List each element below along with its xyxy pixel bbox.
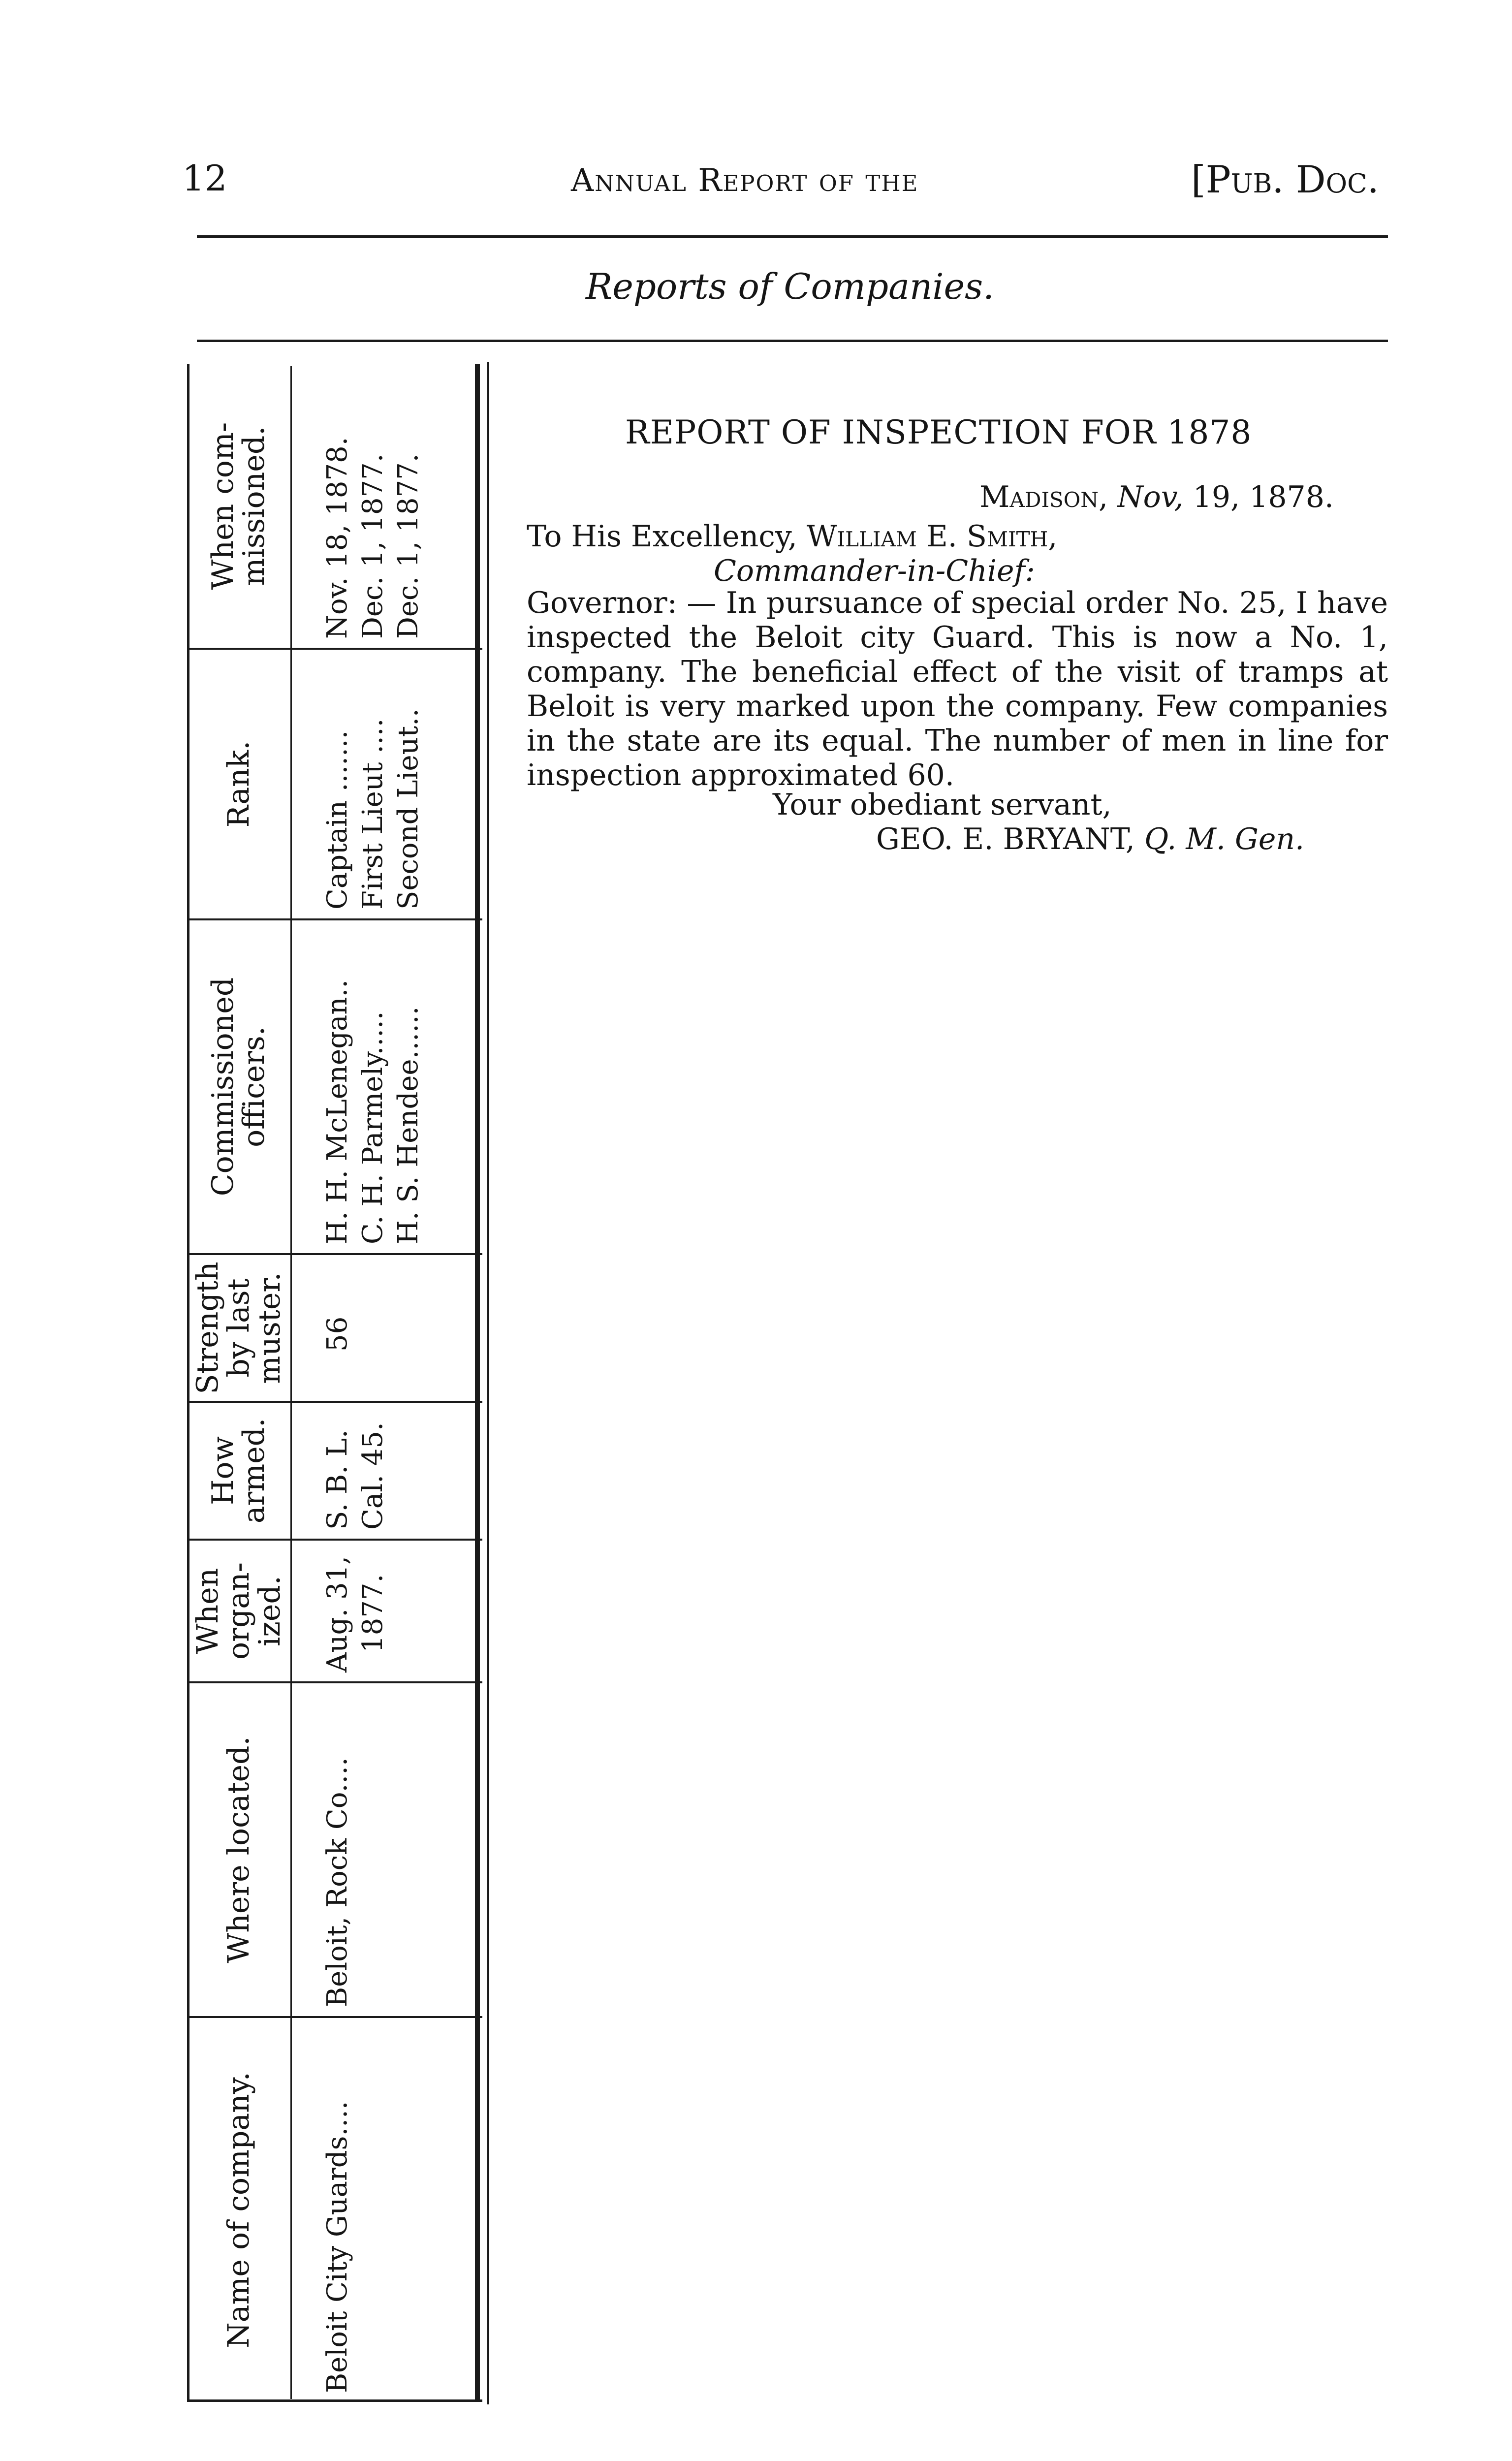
column-armed bbox=[187, 1403, 482, 1539]
cell-commissioned: Nov. 18, 1878. Dec. 1, 1877. Dec. 1, 1877. bbox=[321, 437, 424, 639]
column-rank bbox=[187, 650, 482, 918]
header-rank: Rank. bbox=[221, 740, 256, 828]
cell-armed: S. B. L. Cal. 45. bbox=[321, 1422, 389, 1530]
section-title: Reports of Companies. bbox=[586, 266, 994, 307]
cell-strength: 56 bbox=[321, 1316, 353, 1352]
column-organized bbox=[187, 1541, 482, 1681]
signature: GEO. E. BRYANT, Q. M. Gen. bbox=[876, 822, 1305, 856]
section-rule bbox=[197, 340, 1388, 342]
header-organized: When organ- ized. bbox=[190, 1562, 287, 1660]
company-table bbox=[187, 364, 482, 2402]
column-strength bbox=[187, 1255, 482, 1401]
salutation-title: Commander-in-Chief: bbox=[714, 554, 1035, 588]
header-company-name: Name of company. bbox=[221, 2072, 256, 2348]
column-company-name bbox=[187, 2018, 482, 2402]
page-number: 12 bbox=[182, 158, 227, 199]
cell-organized: Aug. 31, 1877. bbox=[321, 1555, 389, 1672]
table-outer-rule bbox=[487, 362, 489, 2404]
cell-officers: H. H. McLenegan.. C. H. Parmely..... H. S. Hendee...... bbox=[321, 979, 424, 1244]
header-officers: Commissioned officers. bbox=[206, 977, 271, 1197]
column-officers bbox=[187, 920, 482, 1253]
cell-rank: Captain ....... First Lieut .... Second Lieut.. bbox=[321, 708, 424, 910]
document-type: [Pub. Doc. bbox=[1191, 158, 1379, 201]
cell-company-name: Beloit City Guards.... bbox=[321, 2101, 353, 2393]
cell-location: Beloit, Rock Co.... bbox=[321, 1757, 353, 2007]
running-title: Annual Report of the bbox=[571, 162, 919, 199]
column-commissioned bbox=[187, 364, 482, 648]
report-body: Governor: — In pursuance of special order No. 25, I have inspected the Beloit city Guard. This is now a No. 1, company. The beneficial effect of the visit of tramps at Beloit is very marked upon the company. Few companies in the state are its equal. The number of men in line for inspection approximated 60. bbox=[527, 586, 1388, 792]
header-location: Where located. bbox=[221, 1736, 256, 1963]
salutation: To His Excellency, William E. Smith, bbox=[527, 519, 1058, 554]
header-rule bbox=[197, 235, 1388, 238]
header-armed: How armed. bbox=[206, 1418, 271, 1524]
header-commissioned: When com- missioned. bbox=[206, 422, 271, 590]
dateline: Madison, Nov, 19, 1878. bbox=[979, 480, 1334, 514]
report-heading: REPORT OF INSPECTION FOR 1878 bbox=[625, 413, 1252, 451]
company-table-rotated bbox=[187, 364, 482, 2402]
closing: Your obediant servant, bbox=[773, 788, 1112, 822]
header-strength: Strength by last muster. bbox=[190, 1262, 287, 1394]
column-location bbox=[187, 1683, 482, 2016]
